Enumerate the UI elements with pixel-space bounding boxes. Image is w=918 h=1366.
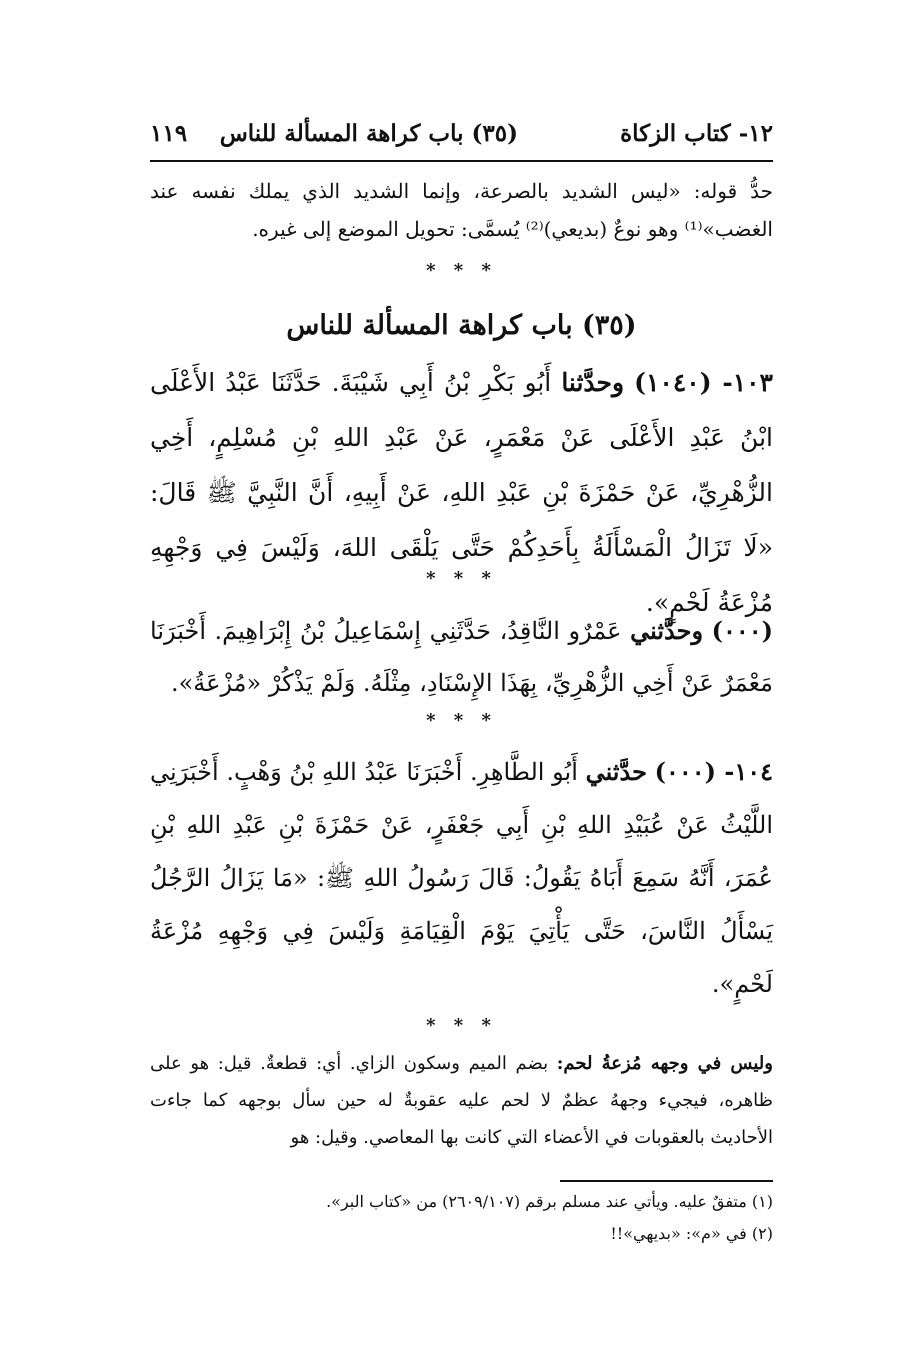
separator-stars: * * * <box>426 568 497 589</box>
chapter-title-header: ١٢- كتاب الزكاة <box>620 120 773 147</box>
page-number: ١١٩ <box>150 120 188 147</box>
footnote-2 <box>150 1224 773 1243</box>
section-title-header: (٣٥) باب كراهة المسألة للناس <box>219 120 518 147</box>
hadith-104 <box>150 745 773 1011</box>
running-header <box>150 118 773 162</box>
hadith-number: ١٠٤- (٠٠٠) <box>654 757 774 786</box>
hadith-lead: حدَّثني <box>585 757 647 786</box>
commentary-paragraph <box>150 1045 773 1156</box>
intro-paragraph: حدُّ قوله: «ليس الشديد بالصرعة، وإنما الشديد الذي يملك نفسه عند الغضب»⁽¹⁾ وهو نوعٌ (بديعي)⁽²⁾ يُسمَّى: تحويل الموضع إلى غيره. <box>150 179 773 241</box>
commentary-text: بضم الميم وسكون الزاي. أي: قطعةٌ. قيل: هو على ظاهره، فيجيء وجههُ عظمٌ لا لحم عليه عقوبةٌ له حين سأل بوجهه كما جاءت الأحاديث بالعقوبات في الأعضاء التي كانت بها المعاصي. وقيل: هو <box>150 1053 773 1148</box>
separator-stars: * * * <box>426 260 497 281</box>
footnote-divider <box>560 1180 773 1182</box>
footnote-text: متفقٌ عليه. ويأتي عند مسلم برقم (٢٦٠٩/١٠٧) من «كتاب البر». <box>326 1192 747 1211</box>
footnote-marker: (٢) <box>751 1224 773 1243</box>
footnote-marker: (١) <box>751 1192 773 1211</box>
separator-stars: * * * <box>426 710 497 731</box>
chapter-heading: (٣٥) باب كراهة المسألة للناس <box>286 310 637 341</box>
hadith-text: أَبُو الطَّاهِرِ. أَخْبَرَنَا عَبْدُ اللهِ بْنُ وَهْبٍ. أَخْبَرَنِي اللَّيْثُ عَنْ عُبَيْدِ اللهِ بْنِ أَبِي جَعْفَرٍ، عَنْ حَمْزَةَ بْنِ عَبْدِ اللهِ بْنِ عُمَرَ، أَنَّهُ سَمِعَ أَبَاهُ يَقُولُ: قَالَ رَسُولُ اللهِ ﷺ: «مَا يَزَالُ الرَّجُلُ يَسْأَلُ النَّاسَ، حَتَّى يَأْتِيَ يَوْمَ الْقِيَامَةِ وَلَيْسَ فِي وَجْهِهِ مُزْعَةُ لَحْمٍ». <box>150 758 773 998</box>
commentary-lead: وليس في وجهه مُزعةُ لحم: <box>556 1053 773 1074</box>
footnote-text: في «م»: «بديهي»!! <box>610 1224 747 1243</box>
hadith-text: أَبُو بَكْرِ بْنُ أَبِي شَيْبَةَ. حَدَّثَنَا عَبْدُ الأَعْلَى ابْنُ عَبْدِ الأَعْلَى عَنْ مَعْمَرٍ، عَنْ عَبْدِ اللهِ بْنِ مُسْلِمٍ، أَخِي الزُّهْرِيِّ، عَنْ حَمْزَةَ بْنِ عَبْدِ اللهِ، عَنْ أَبِيهِ، أَنَّ النَّبِيَّ ﷺ قَالَ: «لَا تَزَالُ الْمَسْأَلَةُ بِأَحَدِكُمْ حَتَّى يَلْقَى اللهَ، وَلَيْسَ فِي وَجْهِهِ مُزْعَةُ لَحْمٍ». <box>150 368 773 617</box>
hadith-number: ١٠٣- (١٠٤٠) <box>634 368 773 397</box>
hadith-text: عَمْرٌو النَّاقِدُ، حَدَّثَنِي إِسْمَاعِيلُ بْنُ إِبْرَاهِيمَ. أَخْبَرَنَا مَعْمَرٌ عَنْ أَخِي الزُّهْرِيِّ، بِهَذَا الإِسْنَادِ، مِثْلَهُ. وَلَمْ يَذْكُرْ «مُزْعَةُ». <box>150 617 773 697</box>
hadith-lead: وحدَّثنا <box>561 368 625 397</box>
hadith-number: (٠٠٠) <box>711 616 773 645</box>
footnote-1 <box>150 1192 773 1211</box>
separator-stars: * * * <box>426 1015 497 1036</box>
hadith-lead: وحدَّثني <box>630 616 704 645</box>
hadith-000 <box>150 605 773 709</box>
